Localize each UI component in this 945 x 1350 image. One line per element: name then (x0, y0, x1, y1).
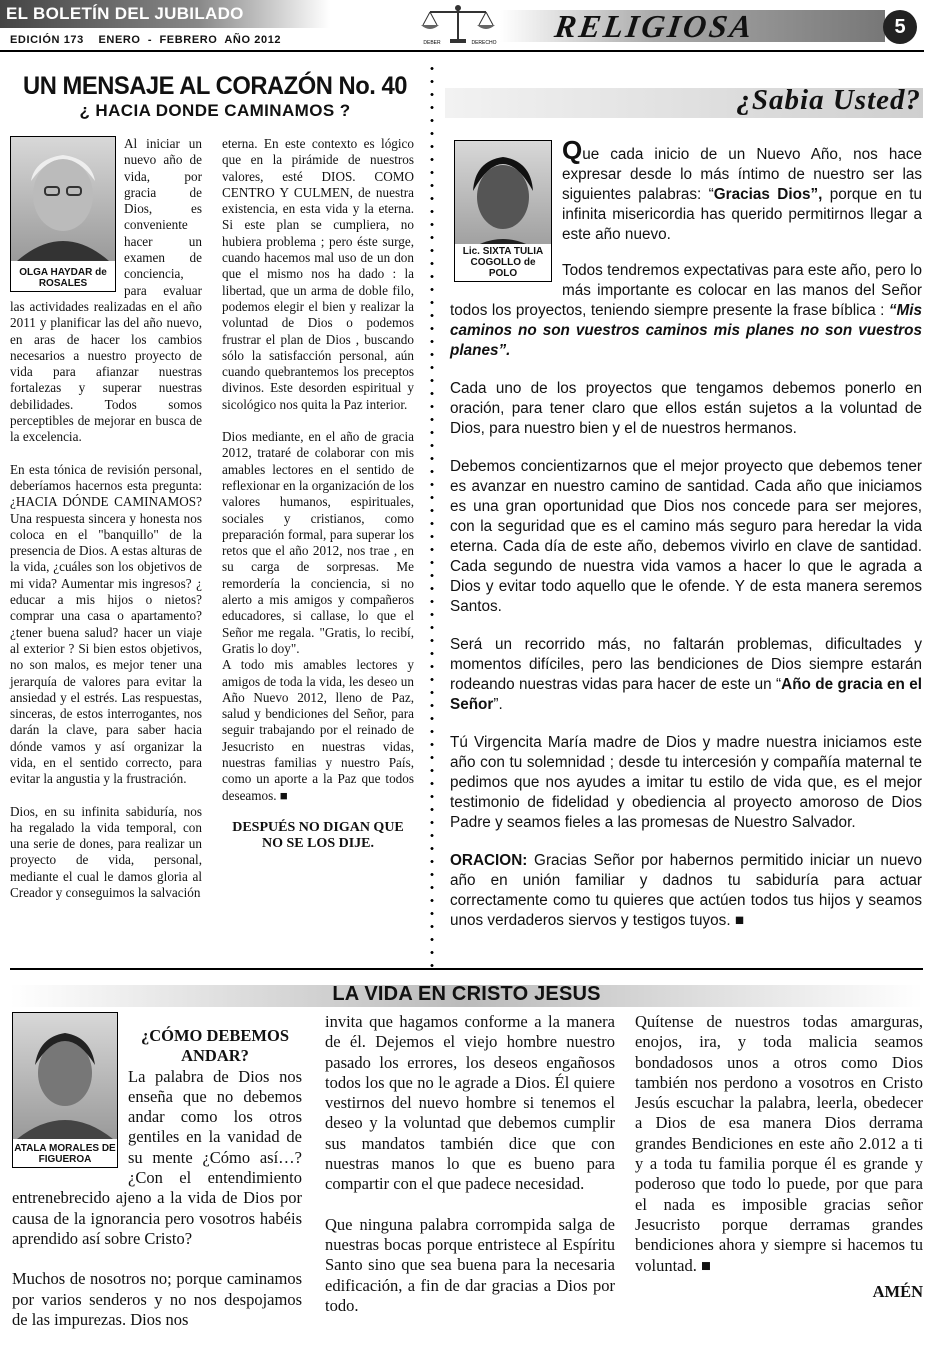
page-number: 5 (883, 10, 917, 44)
paragraph: Que cada inicio de un Nuevo Año, nos hace expresar desde lo más íntimo de nuestro ser las siguientes palabras: “Gracias Dios”, porque en tu infinita misericordia has querido permitirnos llegar a este año nuevo. (562, 135, 923, 243)
scale-right-label: DERECHO (471, 40, 497, 46)
bottom-article-col3 (635, 1012, 923, 1322)
author-photo (454, 140, 552, 282)
paragraph: Será un recorrido más, no faltarán problemas, dificultades y momentos difíciles, pero las bendiciones de Dios siempre estarán rodeando nuestras vidas para hacer de este un “Año de gracia en el Señor”. (450, 636, 922, 713)
bottom-article-title: LA VIDA EN CRISTO JESUS (332, 983, 601, 1005)
portrait-image (455, 141, 551, 257)
paragraph: La palabra de Dios nos enseña que no debemos andar como los otros gentiles en la vanidad de su mente ¿Cómo así…? ¿Con el entendimiento entrenebrecido ajeno a la vida de Dios por causa de la ignorancia pero vosotros habéis aprendido así sobre Cristo? (12, 1066, 302, 1248)
sabia-title: ¿Sabia Usted? (736, 84, 921, 116)
left-article-col2 (222, 136, 414, 852)
author-caption: Lic. SIXTA TULIA COGOLLO de POLO (455, 244, 551, 281)
paragraph: Cada uno de los proyectos que tengamos debemos ponerlo en oración, para tener claro que ellos están sujetos a la voluntad de Dios, para nuestro bien y el de nuestros hermanos. (450, 380, 922, 437)
header-rule (0, 50, 924, 52)
scale-left-label: DEBER (423, 40, 441, 46)
closing-line: AMÉN (872, 1281, 923, 1301)
paragraph: Muchos de nosotros no; porque caminamos por varios senderos y no nos despojamos de las impurezas. Dios nos (12, 1269, 302, 1329)
paragraph: A todo mis amables lectores y amigos de toda la vida, les deseo un Año Nuevo 2012, lleno de Paz, salud y bendiciones del Señor, para seguir trabajando por el reinado de Jesucristo en nuestras vidas, nuestras familias y nuestro País, como un aporte a la Paz que todos deseamos. ■ (222, 657, 414, 803)
end-mark: ■ (734, 912, 745, 929)
author-caption: OLGA HAYDAR de ROSALES (11, 265, 115, 291)
section-rule (10, 968, 923, 970)
publication-name: EL BOLETÍN DEL JUBILADO (6, 4, 244, 23)
section-title: RELIGIOSA (552, 8, 758, 44)
bottom-article-col1 (12, 1012, 302, 1350)
end-mark: ■ (279, 787, 288, 803)
paragraph: Dios, en su infinita sabiduría, nos ha regalado la vida temporal, con una serie de dones, para realizar un proyecto de vida, personal, mediante el cual le damos gloria al Creador y conseguimos la salvación (10, 803, 202, 901)
article-subtitle: ¿ HACIA DONDE CAMINAMOS ? (79, 101, 351, 120)
paragraph: Al iniciar un nuevo año de vida, por gracia de Dios, es conveniente hacer un examen de conciencia, para evaluar las actividades realizadas en el año 2011 y planificar las del año nuevo, en aras de hacer los cambios necesarios a nuestro proyecto de vida para afianzar nuestras fortalezas y superar nuestras debilidades. Todos somos perceptibles de mejorar en busca de la excelencia. (10, 136, 202, 445)
author-photo (12, 1012, 118, 1168)
paragraph: invita que hagamos conforme a la manera de él. Dejemos el viejo hombre nuestro pasado los errores, los deseos engañosos todos los que no le agrade a Dios. Él quiere vestirnos del nuevo hombre si tenemos el deseo y la voluntad que debemos cumplir sus mandatos también dice que con nuestras manos lo que es bueno para compartir con el que padece necesidad. (325, 1012, 615, 1194)
paragraph: En esta tónica de revisión personal, deberíamos hacernos esta pregunta: ¿HACIA DÓNDE CAMINAMOS? Una respuesta sincera y honesta nos coloca en el "banquillo" de la presencia de Dios. A estas alturas de la vida, ¿cuáles son los objetivos de mi vida? Aumentar mis ingresos? ¿ educar a mis hijos o nietos? comprar una casa o apartamento? ¿tener buena salud? hacer un viaje al exterior ? Si bien estos objetivos, no son malos, es mejor tener una jerarquía de valores para evitar la ansiedad y el estrés. Las respuestas, sinceras, de estos interrogantes, nos darán la clave, para saber hacia dónde vamos y así organizar la vida, en el sentido correcto, para evitar la angustia y la frustración. (10, 461, 202, 787)
justice-scale-icon (418, 3, 498, 47)
paragraph: Todos tendremos expectativas para este año, pero lo más importante es colocar en las manos del Señor todos los proyectos, teniendo siempre presente la frase bíblica : “Mis caminos no son vuestros caminos mis planes no son vuestros planes”. (450, 262, 922, 359)
paragraph: eterna. En este contexto es lógico que en la pirámide de nuestros valores, esté DIOS. COMO CENTRO Y CULMEN, de nuestra existencia, en esta vida y la eterna. Si este plan se cumpliera, no hubiera problema ; pero éste surge, cuando hacemos mal uso de un don que el mismo nos ha dado : la libertad, que un arma de doble filo, podemos elegir el bien y realizar la voluntad de Dios o podemos frustrar el plan de Dios , buscando sólo la satisfacción personal, aún cuando quebrantemos los preceptos divinos. Este desorden espiritual y sicológico nos quita la Paz interior. (222, 136, 414, 412)
edition-line: EDICIÓN 173 ENERO - FEBRERO AÑO 2012 (10, 34, 282, 46)
end-mark: ■ (701, 1255, 711, 1275)
paragraph: Que ninguna palabra corrompida salga de nuestras bocas porque entristece al Espíritu Santo sino que sea buena para la necesaria edificación, a fin de dar gracias a Dios por todo. (325, 1214, 615, 1315)
prayer-paragraph: ORACION: Gracias Señor por habernos permitido iniciar un nuevo año en unión familiar y dadnos tu sabiduría para actuar correctamente como tu quieres que actúen todos tus hijos y seamos unos verdaderos siervos y testigos tuyos. ■ (450, 852, 922, 929)
paragraph: Tú Virgencita María madre de Dios y madre nuestra iniciamos este año con tu solemnidad ; desde tu intercesión y compañía maternal te pedimos que nos ayudes a imitar tu estilo de vida que, es el mejor testimonio de fidelidad y obediencia al proyecto amoroso de Dios Padre y seamos fieles a las promesas de Nuestro Salvador. (450, 734, 922, 831)
drop-cap: Q (562, 135, 583, 165)
right-article-body (450, 135, 923, 949)
portrait-image (13, 1013, 117, 1139)
author-photo (10, 136, 116, 292)
bottom-article-col2 (325, 1012, 615, 1336)
author-caption: ATALA MORALES DE FIGUEROA (14, 1143, 116, 1165)
paragraph: Dios mediante, en el año de gracia 2012, trataré de colaborar con mis amables lectores en el sentido de reflexionar en la organización de los valores humanos, espirituales, sociales y cristianos, como preparación formal, para superar los retos que el año 2012, nos trae , en su carga de sorpresas. Me remordería la conciencia, si no alerto a mis amigos y compañeros educadores, si callase, lo que el Señor me regala. "Gratis, lo recibí, Gratis lo doy". (222, 429, 414, 656)
column-divider (430, 62, 434, 972)
article-heading: ¿CÓMO DEBEMOS ANDAR? (140, 1026, 290, 1066)
paragraph: Debemos concientizarnos que el mejor proyecto que debemos tener es avanzar en nuestro camino de santidad. Cada año que iniciamos es una gran oportunidad que Dios nos concede para ser mejores, con la seguridad que es el camino más seguro para heredar la vida eterna. Cada día de este año, debemos vivirlo en clave de santidad. Cada segundo de nuestra vida vamos a hacer lo que le agrada a Dios y evitar todo aquello que le ofende. Y de esta manera seremos Santos. (450, 458, 922, 615)
portrait-image (11, 137, 115, 261)
article-title: UN MENSAJE AL CORAZÓN No. 40 (23, 72, 407, 100)
left-article-col1 (10, 136, 202, 901)
paragraph: Quítense de nuestros todas amarguras, enojos, ira, y toda malicia seamos bondadosos unos a otros como Dios también nos perdono a vosotros en Cristo Jesús escuchar la palabra, leerla, obedecer a Dios de esa manera Dios derrama grandes Bendiciones en este año 2.012 a ti y a toda tu familia porque él es grande y poderoso que todo lo puede, por que para el nada es imposible gracias señor Jesucristo porque derramas grandes bendiciones ahora y siempre si hacemos tu voluntad. ■ (635, 1012, 923, 1275)
closing-line: DESPUÉS NO DIGAN QUE NO SE LOS DIJE. (232, 819, 404, 852)
